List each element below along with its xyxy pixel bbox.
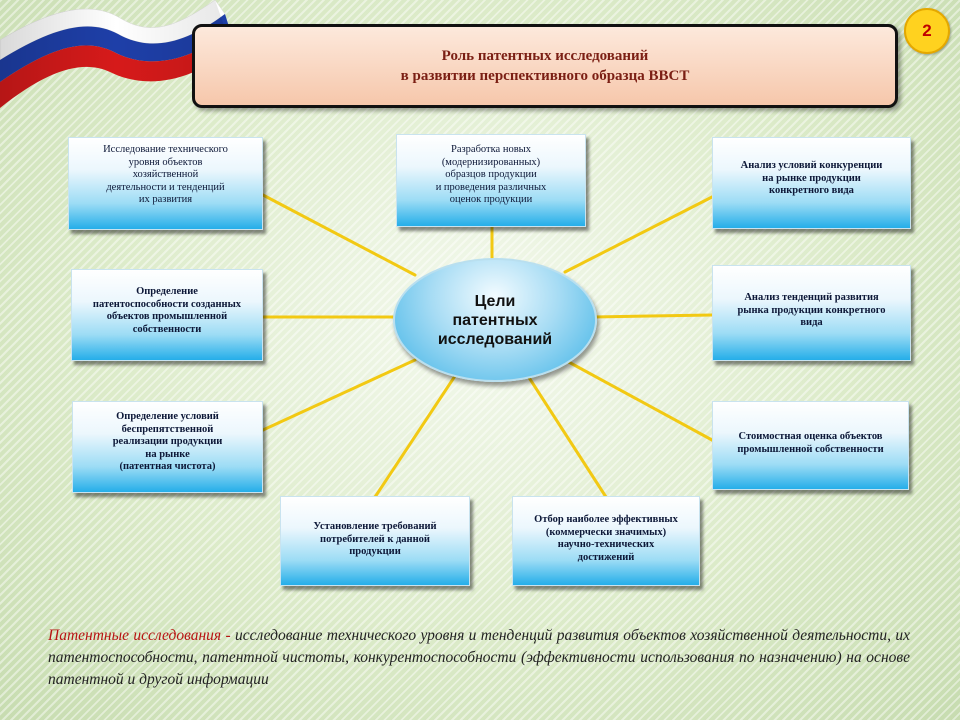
box-valuation bbox=[712, 401, 909, 490]
box-new-samples-line: образцов продукции bbox=[445, 169, 537, 180]
connector-best-achievements bbox=[528, 376, 606, 497]
box-free-realization-line: реализации продукции bbox=[112, 436, 223, 447]
box-competition-line: Анализ условий конкуренции bbox=[740, 160, 883, 171]
box-consumer-requirements-line: Установление требований bbox=[313, 521, 437, 532]
box-consumer-requirements-line: продукции bbox=[349, 546, 401, 557]
connector-competition bbox=[565, 197, 712, 272]
box-competition bbox=[712, 137, 911, 229]
box-patentability-line: патентоспособности созданных bbox=[92, 298, 242, 310]
box-tech-level-line: хозяйственной bbox=[132, 169, 199, 180]
box-valuation-line: промышленной собственности bbox=[737, 443, 884, 455]
box-new-samples-line: Разработка новых bbox=[451, 144, 531, 155]
definition-term: Патентные исследования - bbox=[48, 627, 231, 644]
hub-line-1: Цели bbox=[474, 292, 516, 310]
box-free-realization bbox=[72, 401, 263, 493]
definition-text: исследование технического уровня и тенденций развития объектов хозяйственной деятельности, их патентоспособности, патентной чистоты, конкурентоспособности (эффективности использования по назначению) на основе патентной и другой информации bbox=[48, 627, 910, 688]
hub-goals-ellipse bbox=[393, 258, 597, 382]
box-market-trends-line: Анализ тенденций развития bbox=[744, 292, 879, 303]
hub-line-3: исследований bbox=[437, 330, 553, 348]
box-new-samples-line: оценок продукции bbox=[449, 194, 533, 205]
connector-consumer-req bbox=[375, 376, 455, 497]
box-tech-level-line: их развития bbox=[138, 194, 193, 205]
box-free-realization-line: беспрепятственной bbox=[121, 423, 214, 435]
box-free-realization-line: Определение условий bbox=[116, 411, 219, 422]
box-free-realization-line: (патентная чистота) bbox=[119, 461, 216, 472]
box-consumer-requirements-line: потребителей к данной bbox=[320, 533, 430, 545]
box-free-realization-line: на рынке bbox=[145, 448, 190, 460]
box-new-samples-line: (модернизированных) bbox=[441, 156, 541, 168]
hub-line-2: патентных bbox=[452, 311, 538, 329]
definition-paragraph bbox=[48, 625, 910, 691]
connector-tech-level bbox=[263, 195, 415, 275]
box-new-samples-line: и проведения различных bbox=[435, 181, 547, 193]
page-number-badge: 2 bbox=[904, 8, 950, 54]
box-consumer-requirements bbox=[280, 496, 470, 586]
title-line-2: в развитии перспективного образца ВВСТ bbox=[400, 68, 690, 84]
box-tech-level bbox=[68, 137, 263, 230]
box-tech-level-line: уровня объектов bbox=[128, 156, 203, 168]
box-competition-line: на рынке продукции bbox=[762, 172, 861, 184]
box-new-samples bbox=[396, 134, 586, 227]
box-valuation-line: Стоимостная оценка объектов bbox=[738, 431, 883, 442]
title-line-1: Роль патентных исследований bbox=[441, 48, 649, 64]
connector-free-realization bbox=[263, 360, 415, 430]
box-best-achievements-line: (коммерчески значимых) bbox=[545, 526, 667, 538]
box-tech-level-line: Исследование технического bbox=[103, 144, 228, 155]
box-best-achievements-line: научно-технических bbox=[557, 539, 655, 550]
box-patentability bbox=[71, 269, 263, 361]
box-market-trends-line: рынка продукции конкретного bbox=[737, 304, 886, 316]
box-market-trends-line: вида bbox=[800, 317, 823, 328]
box-best-achievements-line: достижений bbox=[577, 551, 635, 563]
connector-market-trends bbox=[593, 315, 712, 317]
box-best-achievements-line: Отбор наиболее эффективных bbox=[534, 514, 678, 525]
box-competition-line: конкретного вида bbox=[769, 185, 854, 196]
box-market-trends bbox=[712, 265, 911, 361]
box-tech-level-line: деятельности и тенденций bbox=[106, 181, 225, 193]
box-patentability-line: объектов промышленной bbox=[106, 311, 228, 322]
connector-valuation bbox=[565, 360, 712, 440]
box-patentability-line: собственности bbox=[132, 323, 202, 335]
box-patentability-line: Определение bbox=[136, 286, 198, 297]
box-best-achievements bbox=[512, 496, 700, 586]
